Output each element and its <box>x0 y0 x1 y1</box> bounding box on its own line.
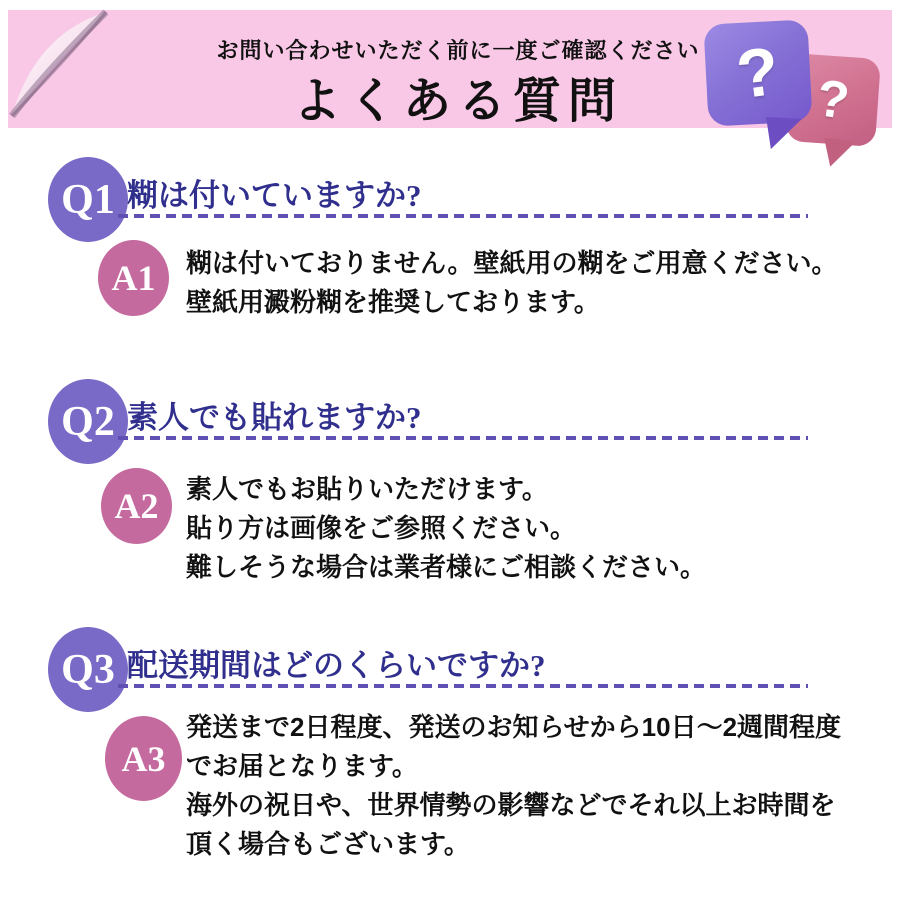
badge-label: Q1 <box>61 176 115 223</box>
question-badge-q1 <box>48 157 128 242</box>
answer-line: 壁紙用澱粉糊を推奨しております。 <box>186 287 600 317</box>
answer-text-a3 <box>186 708 841 864</box>
question-mark-glyph: ? <box>732 32 784 114</box>
question-text-q3: 配送期間はどのくらいですか? <box>127 648 546 683</box>
question-mark-glyph: ? <box>813 69 853 131</box>
answer-line: 発送まで2日程度、発送のお知らせから10日〜2週間程度 <box>186 712 842 742</box>
answer-badge-a2 <box>101 468 172 544</box>
question-badge-q2 <box>48 379 128 464</box>
answer-badge-a3 <box>105 716 182 801</box>
answer-badge-a1 <box>98 240 169 316</box>
answer-line: 素人でもお貼りいただけます。 <box>186 474 548 504</box>
divider-dashed-line <box>118 684 808 688</box>
divider-dashed-line <box>118 214 808 218</box>
badge-label: A3 <box>121 738 166 779</box>
question-badge-q3 <box>48 627 128 712</box>
badge-label: Q2 <box>61 398 115 445</box>
answer-line: 貼り方は画像をご参照ください。 <box>186 513 577 543</box>
answer-line: 糊は付いておりません。壁紙用の糊をご用意ください。 <box>186 248 838 278</box>
answer-line: 難しそうな場合は業者様にご相談ください。 <box>186 552 707 582</box>
badge-label: A2 <box>114 486 159 526</box>
badge-label: A1 <box>111 258 156 298</box>
answer-line: 頂く場合もございます。 <box>186 829 470 859</box>
question-bubble-purple-icon <box>703 19 812 126</box>
answer-text-a1 <box>186 244 838 322</box>
badge-label: Q3 <box>61 646 115 693</box>
page-title: よくある質問 <box>292 75 623 128</box>
page-curl-icon <box>6 8 126 128</box>
answer-line: 海外の祝日や、世界情勢の影響などでそれ以上お時間を <box>186 790 836 820</box>
question-text-q2: 素人でも貼れますか? <box>127 400 422 435</box>
header-subtitle: お問い合わせいただく前に一度ご確認ください <box>216 38 700 63</box>
bubble-tail <box>821 138 856 170</box>
answer-line: でお届となります。 <box>186 751 418 781</box>
answer-text-a2 <box>186 470 706 587</box>
question-text-q1: 糊は付いていますか? <box>127 178 422 213</box>
divider-dashed-line <box>118 436 808 440</box>
